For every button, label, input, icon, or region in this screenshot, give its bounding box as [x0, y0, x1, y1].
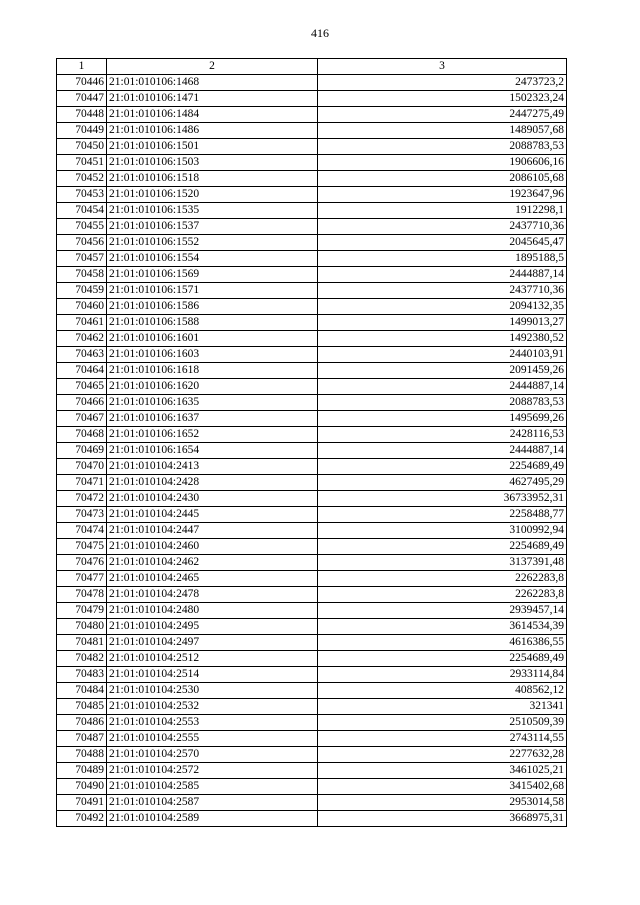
cadastral-number: 21:01:010106:1652: [107, 427, 318, 443]
cadastral-number: 21:01:010106:1618: [107, 363, 318, 379]
table-row: [57, 107, 567, 123]
cadastral-number: 21:01:010106:1569: [107, 267, 318, 283]
cadastral-number: 21:01:010106:1520: [107, 187, 318, 203]
cadastral-number: 21:01:010104:2428: [107, 475, 318, 491]
row-number: 70448: [57, 107, 107, 123]
cadastral-value: 1492380,52: [318, 331, 567, 347]
cadastral-number: 21:01:010104:2514: [107, 667, 318, 683]
row-number: 70492: [57, 811, 107, 827]
table-row: [57, 555, 567, 571]
cadastral-value: 1906606,16: [318, 155, 567, 171]
cadastral-value: 3100992,94: [318, 523, 567, 539]
row-number: 70453: [57, 187, 107, 203]
table-row: [57, 251, 567, 267]
table-row: [57, 443, 567, 459]
cadastral-value: 2444887,14: [318, 443, 567, 459]
cadastral-number: 21:01:010106:1620: [107, 379, 318, 395]
cadastral-number: 21:01:010104:2465: [107, 571, 318, 587]
cadastral-value: 3614534,39: [318, 619, 567, 635]
table-row: [57, 139, 567, 155]
cadastral-value: 36733952,31: [318, 491, 567, 507]
cadastral-value: 1495699,26: [318, 411, 567, 427]
row-number: 70464: [57, 363, 107, 379]
row-number: 70447: [57, 91, 107, 107]
table-row: [57, 267, 567, 283]
table-row: [57, 171, 567, 187]
cadastral-number: 21:01:010106:1471: [107, 91, 318, 107]
table-row: [57, 763, 567, 779]
row-number: 70469: [57, 443, 107, 459]
row-number: 70480: [57, 619, 107, 635]
cadastral-number: 21:01:010104:2587: [107, 795, 318, 811]
row-number: 70451: [57, 155, 107, 171]
table-row: [57, 395, 567, 411]
cadastral-number: 21:01:010104:2572: [107, 763, 318, 779]
table-row: [57, 795, 567, 811]
cadastral-number: 21:01:010106:1537: [107, 219, 318, 235]
row-number: 70470: [57, 459, 107, 475]
cadastral-number: 21:01:010106:1554: [107, 251, 318, 267]
row-number: 70475: [57, 539, 107, 555]
page-number: 416: [311, 26, 329, 40]
row-number: 70478: [57, 587, 107, 603]
table-row: [57, 571, 567, 587]
row-number: 70461: [57, 315, 107, 331]
cadastral-value: 2254689,49: [318, 651, 567, 667]
cadastral-value: 2933114,84: [318, 667, 567, 683]
column-header-2: 2: [107, 59, 318, 75]
cadastral-value: 2447275,49: [318, 107, 567, 123]
cadastral-number: 21:01:010106:1654: [107, 443, 318, 459]
cadastral-number: 21:01:010106:1637: [107, 411, 318, 427]
table-row: [57, 91, 567, 107]
row-number: 70471: [57, 475, 107, 491]
row-number: 70484: [57, 683, 107, 699]
row-number: 70446: [57, 75, 107, 91]
table-row: [57, 539, 567, 555]
cadastral-value: 408562,12: [318, 683, 567, 699]
cadastral-number: 21:01:010106:1518: [107, 171, 318, 187]
table-row: [57, 331, 567, 347]
table-row: [57, 619, 567, 635]
cadastral-value: 1502323,24: [318, 91, 567, 107]
table-row: [57, 587, 567, 603]
table-row: [57, 283, 567, 299]
table-row: [57, 667, 567, 683]
cadastral-value: 3415402,68: [318, 779, 567, 795]
cadastral-number: 21:01:010104:2430: [107, 491, 318, 507]
cadastral-number: 21:01:010104:2589: [107, 811, 318, 827]
cadastral-number: 21:01:010104:2570: [107, 747, 318, 763]
table-row: [57, 363, 567, 379]
table-row: [57, 379, 567, 395]
cadastral-number: 21:01:010106:1503: [107, 155, 318, 171]
cadastral-number: 21:01:010106:1486: [107, 123, 318, 139]
row-number: 70458: [57, 267, 107, 283]
cadastral-value: 2473723,2: [318, 75, 567, 91]
cadastral-number: 21:01:010106:1571: [107, 283, 318, 299]
table-row: [57, 299, 567, 315]
cadastral-value: 2444887,14: [318, 379, 567, 395]
column-header-3: 3: [318, 59, 567, 75]
cadastral-number: 21:01:010104:2447: [107, 523, 318, 539]
table-row: [57, 75, 567, 91]
row-number: 70457: [57, 251, 107, 267]
cadastral-value: 1489057,68: [318, 123, 567, 139]
cadastral-number: 21:01:010106:1468: [107, 75, 318, 91]
cadastral-number: 21:01:010106:1484: [107, 107, 318, 123]
cadastral-number: 21:01:010104:2532: [107, 699, 318, 715]
row-number: 70460: [57, 299, 107, 315]
table-row: [57, 347, 567, 363]
table-row: [57, 603, 567, 619]
cadastral-value: 2437710,36: [318, 219, 567, 235]
row-number: 70462: [57, 331, 107, 347]
table-row: [57, 187, 567, 203]
cadastral-number: 21:01:010104:2585: [107, 779, 318, 795]
row-number: 70473: [57, 507, 107, 523]
table-body: [57, 75, 567, 827]
cadastral-value: 3461025,21: [318, 763, 567, 779]
cadastral-number: 21:01:010104:2555: [107, 731, 318, 747]
cadastral-value: 2939457,14: [318, 603, 567, 619]
row-number: 70466: [57, 395, 107, 411]
row-number: 70488: [57, 747, 107, 763]
cadastral-value: 2091459,26: [318, 363, 567, 379]
cadastral-value: 2045645,47: [318, 235, 567, 251]
cadastral-value-table: [56, 58, 567, 827]
table-header: [57, 59, 567, 75]
cadastral-number: 21:01:010104:2462: [107, 555, 318, 571]
cadastral-value: 2262283,8: [318, 587, 567, 603]
table-row: [57, 747, 567, 763]
cadastral-value: 2254689,49: [318, 539, 567, 555]
table-row: [57, 811, 567, 827]
cadastral-value: 2440103,91: [318, 347, 567, 363]
cadastral-value: 2088783,53: [318, 139, 567, 155]
header-row: [57, 59, 567, 75]
cadastral-value: 1912298,1: [318, 203, 567, 219]
cadastral-number: 21:01:010106:1552: [107, 235, 318, 251]
row-number: 70476: [57, 555, 107, 571]
cadastral-value: 2428116,53: [318, 427, 567, 443]
cadastral-number: 21:01:010106:1588: [107, 315, 318, 331]
cadastral-value: 2444887,14: [318, 267, 567, 283]
cadastral-number: 21:01:010104:2478: [107, 587, 318, 603]
cadastral-value: 2437710,36: [318, 283, 567, 299]
row-number: 70468: [57, 427, 107, 443]
row-number: 70485: [57, 699, 107, 715]
row-number: 70482: [57, 651, 107, 667]
table-row: [57, 235, 567, 251]
row-number: 70481: [57, 635, 107, 651]
row-number: 70456: [57, 235, 107, 251]
cadastral-value: 3137391,48: [318, 555, 567, 571]
table-row: [57, 203, 567, 219]
row-number: 70455: [57, 219, 107, 235]
row-number: 70449: [57, 123, 107, 139]
table-row: [57, 475, 567, 491]
table-row: [57, 683, 567, 699]
cadastral-value: 2258488,77: [318, 507, 567, 523]
cadastral-value: 2086105,68: [318, 171, 567, 187]
table-row: [57, 779, 567, 795]
cadastral-value: 1923647,96: [318, 187, 567, 203]
row-number: 70459: [57, 283, 107, 299]
row-number: 70487: [57, 731, 107, 747]
table-row: [57, 427, 567, 443]
cadastral-value: 2254689,49: [318, 459, 567, 475]
cadastral-number: 21:01:010106:1501: [107, 139, 318, 155]
row-number: 70452: [57, 171, 107, 187]
cadastral-value: 3668975,31: [318, 811, 567, 827]
cadastral-value: 2953014,58: [318, 795, 567, 811]
table-row: [57, 411, 567, 427]
table-row: [57, 491, 567, 507]
cadastral-value: 2277632,28: [318, 747, 567, 763]
row-number: 70472: [57, 491, 107, 507]
table-row: [57, 123, 567, 139]
cadastral-number: 21:01:010106:1535: [107, 203, 318, 219]
table-row: [57, 651, 567, 667]
table-row: [57, 315, 567, 331]
table-row: [57, 459, 567, 475]
cadastral-number: 21:01:010104:2512: [107, 651, 318, 667]
cadastral-value: 2094132,35: [318, 299, 567, 315]
cadastral-number: 21:01:010104:2497: [107, 635, 318, 651]
row-number: 70479: [57, 603, 107, 619]
row-number: 70486: [57, 715, 107, 731]
cadastral-value: 2743114,55: [318, 731, 567, 747]
row-number: 70474: [57, 523, 107, 539]
cadastral-value: 321341: [318, 699, 567, 715]
row-number: 70491: [57, 795, 107, 811]
row-number: 70483: [57, 667, 107, 683]
row-number: 70477: [57, 571, 107, 587]
cadastral-value: 1895188,5: [318, 251, 567, 267]
cadastral-number: 21:01:010104:2480: [107, 603, 318, 619]
row-number: 70490: [57, 779, 107, 795]
cadastral-number: 21:01:010104:2530: [107, 683, 318, 699]
table-row: [57, 155, 567, 171]
row-number: 70467: [57, 411, 107, 427]
cadastral-number: 21:01:010104:2445: [107, 507, 318, 523]
cadastral-number: 21:01:010106:1635: [107, 395, 318, 411]
cadastral-value: 4627495,29: [318, 475, 567, 491]
cadastral-number: 21:01:010106:1603: [107, 347, 318, 363]
cadastral-number: 21:01:010104:2460: [107, 539, 318, 555]
cadastral-value: 2088783,53: [318, 395, 567, 411]
row-number: 70463: [57, 347, 107, 363]
row-number: 70489: [57, 763, 107, 779]
table-row: [57, 219, 567, 235]
column-header-1: 1: [57, 59, 107, 75]
table-row: [57, 699, 567, 715]
table-row: [57, 635, 567, 651]
table-row: [57, 507, 567, 523]
cadastral-value: 2510509,39: [318, 715, 567, 731]
cadastral-value: 1499013,27: [318, 315, 567, 331]
cadastral-number: 21:01:010106:1601: [107, 331, 318, 347]
cadastral-value: 2262283,8: [318, 571, 567, 587]
row-number: 70465: [57, 379, 107, 395]
table-row: [57, 715, 567, 731]
cadastral-number: 21:01:010104:2553: [107, 715, 318, 731]
cadastral-number: 21:01:010104:2413: [107, 459, 318, 475]
cadastral-value: 4616386,55: [318, 635, 567, 651]
cadastral-number: 21:01:010106:1586: [107, 299, 318, 315]
row-number: 70450: [57, 139, 107, 155]
cadastral-number: 21:01:010104:2495: [107, 619, 318, 635]
table-row: [57, 523, 567, 539]
row-number: 70454: [57, 203, 107, 219]
table-row: [57, 731, 567, 747]
